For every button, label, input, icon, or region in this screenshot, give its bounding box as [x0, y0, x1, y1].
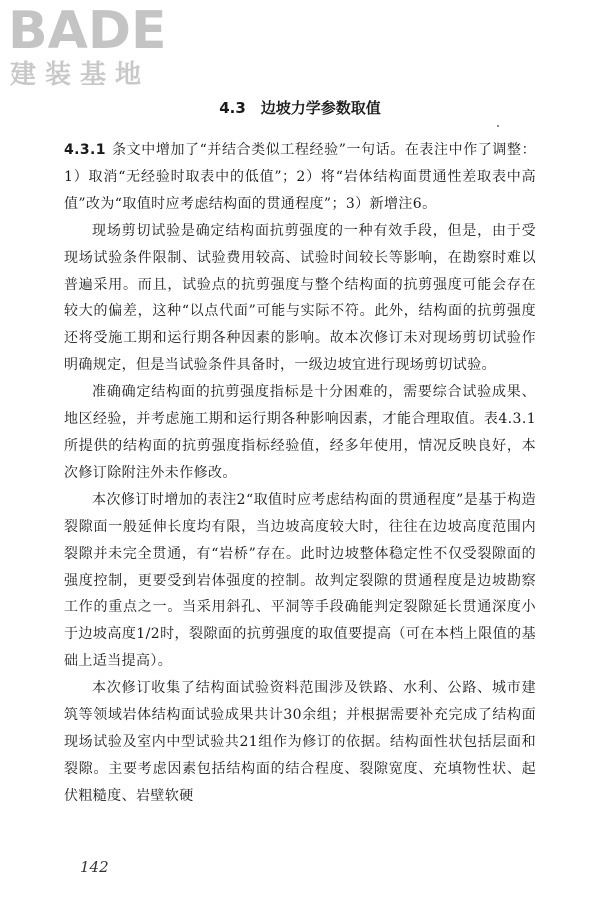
paragraph-1: 现场剪切试验是确定结构面抗剪强度的一种有效手段，但是，由于受现场试验条件限制、试验费用较高、试验时间较长等影响，在勘察时难以普遍采用。而且，试验点的抗剪强度与整个结构面的抗剪强度可能会存在较大的偏差，这种“以点代面”可能与实际不符。此外，结构面的抗剪强度还将受施工期和运行期各种因素的影响。故本次修订未对现场剪切试验作明确规定，但是当试验条件具备时，一级边坡宜进行现场剪切试验。 — [64, 222, 536, 374]
logo-wordmark: BADE — [8, 1, 167, 61]
section-title: 4.3 边坡力学参数取值 — [219, 99, 381, 117]
page-number: 142 — [80, 858, 109, 876]
clause-text: 条文中增加了“并结合类似工程经验”一句话。在表注中作了调整：1）取消“无经验时取表中的低值”；2）将“岩体结构面贯通性差取表中高值”改为“取值时应考虑结构面的贯通程度”；3）新增注6。 — [64, 142, 536, 212]
scan-speck — [497, 125, 499, 127]
logo-subtitle: 建装基地 — [10, 60, 151, 90]
paragraph-3: 本次修订时增加的表注2“取值时应考虑结构面的贯通程度”是基于构造裂隙面一般延伸长度均有限，当边坡高度较大时，往往在边坡高度范围内裂隙并未完全贯通，有“岩桥”存在。此时边坡整体稳定性不仅受裂隙面的强度控制，更要受到岩体强度的控制。故判定裂隙的贯通程度是边坡勘察工作的重点之一。当采用斜孔、平洞等手段确能判定裂隙延长贯通深度小于边坡高度1/2时，裂隙面的抗剪强度的取值要提高（可在本档上限值的基础上适当提高）。 — [64, 491, 536, 670]
paragraph-4: 本次修订收集了结构面试验资料范围涉及铁路、水利、公路、城市建筑等领域岩体结构面试验成果共计30余组；并根据需要补充完成了结构面现场试验及室内中型试验共21组作为修订的依据。结构面性状包括层面和裂隙。主要考虑因素包括结构面的结合程度、裂隙宽度、充填物性状、起伏粗糙度、岩壁软硬 — [64, 680, 536, 804]
body-text — [64, 137, 536, 810]
clause-number: 4.3.1 — [64, 142, 106, 158]
clause-paragraph — [64, 137, 536, 218]
bade-logo — [8, 2, 178, 94]
paragraph-2: 准确确定结构面的抗剪强度指标是十分困难的，需要综合试验成果、地区经验，并考虑施工期和运行期各种影响因素，才能合理取值。表4.3.1所提供的结构面的抗剪强度指标经验值，经多年使用，情况反映良好，本次修订除附注外未作修改。 — [64, 384, 536, 481]
